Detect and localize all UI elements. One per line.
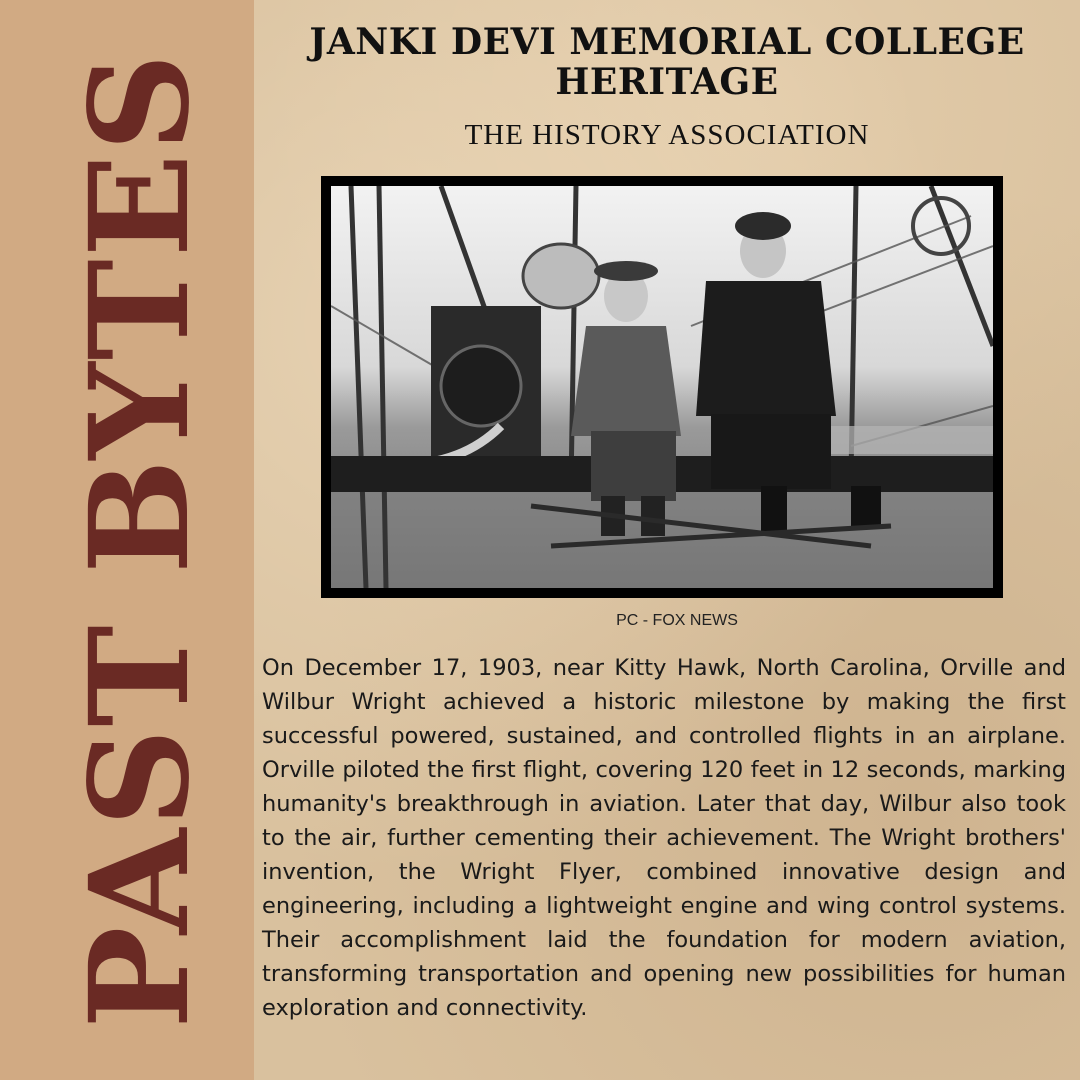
college-title: JANKI DEVI MEMORIAL COLLEGE HERITAGE	[309, 21, 1025, 103]
sidebar	[0, 0, 254, 1080]
content-panel	[254, 0, 1080, 1080]
photo-frame	[321, 176, 1003, 598]
association-subtitle: THE HISTORY ASSOCIATION	[464, 119, 870, 151]
article-body: On December 17, 1903, near Kitty Hawk, North Carolina, Orville and Wilbur Wright achieved a historic milestone by making the first successful powered, sustained, and controlled flights in an airplane. Orville piloted the first flight, covering 120 feet in 12 seconds, marking humanity's breakthrough in aviation. Later that day, Wilbur also took to the air, further cementing their achievement. The Wright brothers' invention, the Wright Flyer, combined innovative design and engineering, including a lightweight engine and wing control systems. Their accomplishment laid the foundation for modern aviation, transforming transportation and opening new possibilities for human exploration and connectivity.	[262, 655, 1066, 1021]
wright-brothers-photo	[331, 186, 993, 588]
sidebar-title: PAST BYTES	[60, 51, 220, 1029]
photo-credit: PC - FOX NEWS	[616, 612, 738, 629]
